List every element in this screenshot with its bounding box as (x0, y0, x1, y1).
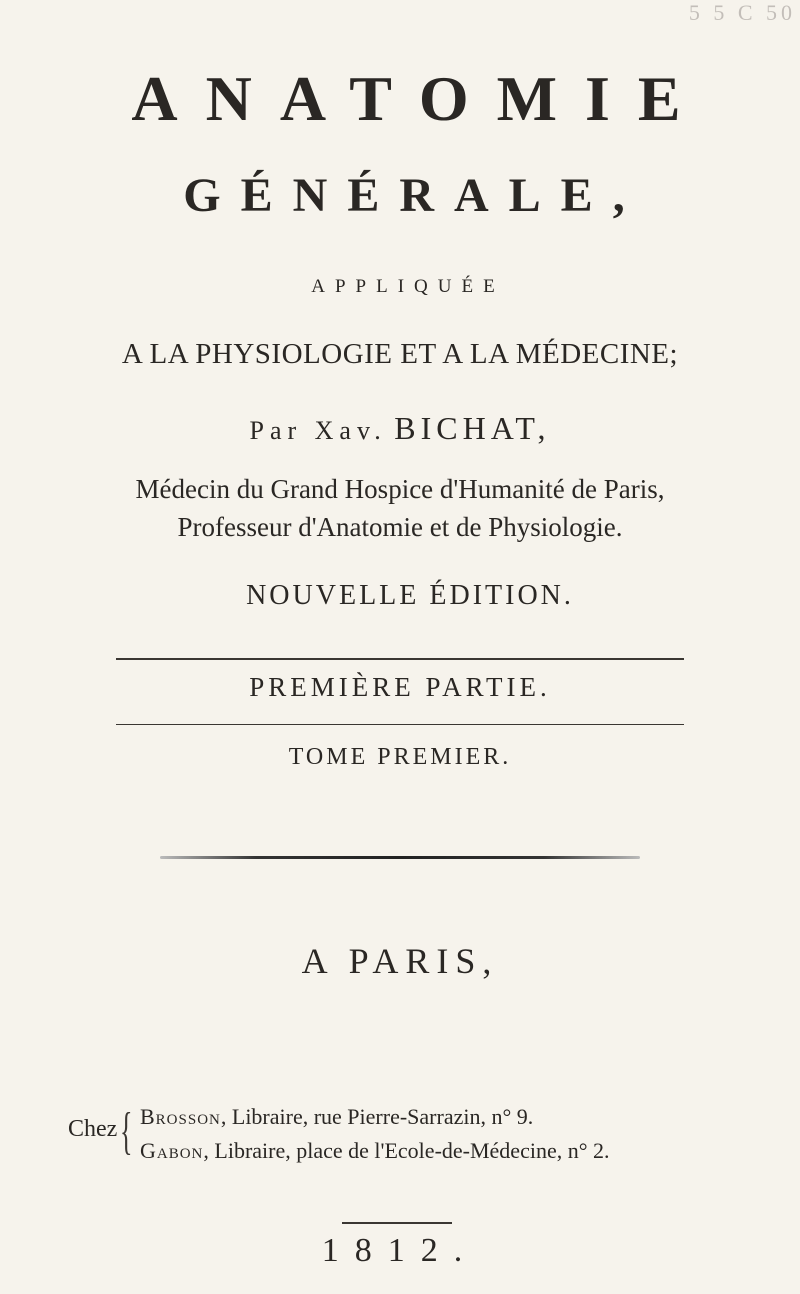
library-stamp: 5 5 C 50 (688, 0, 796, 25)
volume-line: TOME PREMIER. (288, 744, 512, 770)
applied-to-line: A LA PHYSIOLOGIE ET A LA MÉDECINE; (121, 338, 679, 370)
publisher-entry (140, 1104, 533, 1130)
brace-icon: { (120, 1103, 133, 1160)
author-title-1: Médecin du Grand Hospice d'Humanité de Paris, (135, 474, 665, 504)
publisher-name: Gabon (140, 1138, 204, 1163)
edition-line: NOUVELLE ÉDITION. (246, 580, 574, 611)
author-prefix: Par Xav. (249, 416, 387, 445)
book-subtitle: GÉNÉRALE, (183, 169, 645, 222)
book-title: ANATOMIE (131, 63, 709, 134)
publisher-details: , Libraire, place de l'Ecole-de-Médecine, n° 2. (203, 1138, 610, 1163)
author-line (0, 410, 800, 447)
year-rule (342, 1222, 452, 1224)
author-name: BICHAT, (394, 410, 551, 446)
divider-top (116, 658, 684, 660)
author-title-2: Professeur d'Anatomie et de Physiologie. (177, 512, 623, 542)
publishers-block (68, 1100, 788, 1170)
publisher-name: Brosson (140, 1104, 221, 1129)
imprint-city: A PARIS, (301, 941, 499, 981)
applied-label: APPLIQUÉE (311, 276, 505, 297)
publication-year: 1812. (321, 1232, 479, 1269)
ornamental-rule (160, 856, 640, 859)
publisher-details: , Libraire, rue Pierre-Sarrazin, n° 9. (220, 1104, 534, 1129)
chez-label: Chez (68, 1116, 118, 1142)
publisher-entry (140, 1138, 610, 1164)
divider-bottom (116, 724, 684, 725)
part-line: PREMIÈRE PARTIE. (249, 672, 551, 702)
